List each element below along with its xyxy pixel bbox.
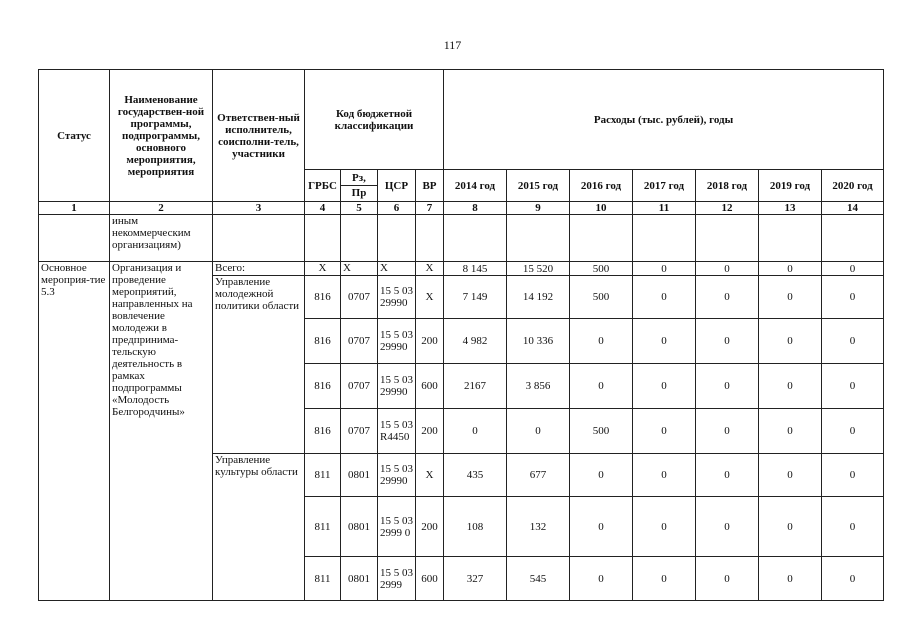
column-number: 12: [696, 202, 759, 215]
header-pr: Пр: [351, 187, 367, 199]
column-number: 9: [507, 202, 570, 215]
cell-empty: [759, 215, 822, 262]
row-value: 0: [822, 319, 884, 364]
row-value: 0: [570, 454, 633, 497]
row-grbs: 811: [305, 454, 341, 497]
continuation-text: иным некоммерческим организациям): [110, 215, 213, 262]
header-status: Статус: [39, 70, 110, 202]
row-value: 7 149: [444, 276, 507, 319]
row-value: 0: [570, 557, 633, 601]
event-name-cell: Организация и проведение мероприятий, направленных на вовлечение молодежи в предпринима-тельскую деятельность в рамках подпрограммы «Молодость Белгородчины»: [110, 262, 213, 601]
row-value: 4 982: [444, 319, 507, 364]
row-value: 0: [759, 497, 822, 557]
column-number: 1: [39, 202, 110, 215]
cell-empty: [507, 215, 570, 262]
executor-culture: Управление культуры области: [213, 454, 305, 601]
row-value: 0: [633, 409, 696, 454]
row-value: 0: [696, 319, 759, 364]
total-value-2015: 15 520: [507, 262, 570, 276]
row-value: 3 856: [507, 364, 570, 409]
row-value: 0: [696, 409, 759, 454]
row-value: 435: [444, 454, 507, 497]
row-value: 545: [507, 557, 570, 601]
header-rz: Рз,: [341, 172, 378, 186]
row-value: 0: [822, 409, 884, 454]
row-value: 0: [822, 557, 884, 601]
cell-empty: [39, 215, 110, 262]
status-cell: Основное мероприя-тие 5.3: [39, 262, 110, 601]
row-grbs: 816: [305, 319, 341, 364]
cell-empty: [341, 215, 378, 262]
row-grbs: 816: [305, 276, 341, 319]
row-rzpr: 0707: [341, 409, 378, 454]
row-value: 0: [759, 276, 822, 319]
row-value: 0: [696, 454, 759, 497]
total-csr: Х: [378, 262, 416, 276]
column-number-row: [39, 202, 884, 215]
row-vr: 200: [416, 319, 444, 364]
row-value: 0: [696, 497, 759, 557]
cell-empty: [416, 215, 444, 262]
row-value: 677: [507, 454, 570, 497]
header-executor: Ответствен-ный исполнитель, соисполни-тель, участники: [213, 70, 305, 202]
column-number: 10: [570, 202, 633, 215]
row-value: 0: [444, 409, 507, 454]
header-year-2015: 2015 год: [507, 170, 570, 202]
row-value: 0: [759, 364, 822, 409]
total-value-2016: 500: [570, 262, 633, 276]
row-csr: 15 5 03 29990: [378, 454, 416, 497]
total-value-2018: 0: [696, 262, 759, 276]
header-program-name: Наименование государствен-ной программы, подпрограммы, основного мероприятия, мероприятия: [110, 70, 213, 202]
budget-table: [38, 69, 884, 601]
row-value: 132: [507, 497, 570, 557]
row-value: 0: [759, 454, 822, 497]
row-vr: Х: [416, 276, 444, 319]
cell-empty: [378, 215, 416, 262]
column-number: 8: [444, 202, 507, 215]
row-vr: Х: [416, 454, 444, 497]
row-value: 0: [570, 497, 633, 557]
row-grbs: 811: [305, 557, 341, 601]
row-csr: 15 5 03 29990: [378, 364, 416, 409]
total-value-2017: 0: [633, 262, 696, 276]
cell-empty: [696, 215, 759, 262]
row-grbs: 811: [305, 497, 341, 557]
row-value: 0: [822, 454, 884, 497]
header-year-2018: 2018 год: [696, 170, 759, 202]
column-number: 14: [822, 202, 884, 215]
header-year-2016: 2016 год: [570, 170, 633, 202]
row-vr: 600: [416, 557, 444, 601]
row-csr: 15 5 03 29990: [378, 276, 416, 319]
total-value-2020: 0: [822, 262, 884, 276]
page-number: 117: [443, 38, 462, 52]
total-value-2019: 0: [759, 262, 822, 276]
row-value: 0: [633, 497, 696, 557]
header-year-2014: 2014 год: [444, 170, 507, 202]
row-grbs: 816: [305, 409, 341, 454]
row-value: 14 192: [507, 276, 570, 319]
row-value: 10 336: [507, 319, 570, 364]
row-value: 0: [633, 557, 696, 601]
column-number: 7: [416, 202, 444, 215]
row-value: 0: [633, 364, 696, 409]
row-vr: 200: [416, 409, 444, 454]
row-rzpr: 0801: [341, 557, 378, 601]
column-number: 3: [213, 202, 305, 215]
column-number: 2: [110, 202, 213, 215]
row-value: 0: [633, 454, 696, 497]
header-year-2017: 2017 год: [633, 170, 696, 202]
row-value: 0: [570, 364, 633, 409]
row-value: 500: [570, 276, 633, 319]
row-value: 0: [759, 409, 822, 454]
row-rzpr: 0801: [341, 454, 378, 497]
row-value: 0: [633, 276, 696, 319]
column-number: 5: [341, 202, 378, 215]
row-value: 108: [444, 497, 507, 557]
header-year-2019: 2019 год: [759, 170, 822, 202]
row-rzpr: 0707: [341, 364, 378, 409]
column-number: 13: [759, 202, 822, 215]
row-rzpr: 0801: [341, 497, 378, 557]
cell-empty: [822, 215, 884, 262]
row-vr: 600: [416, 364, 444, 409]
header-csr: ЦСР: [378, 170, 416, 202]
row-value: 0: [696, 364, 759, 409]
total-vr: Х: [416, 262, 444, 276]
row-rzpr: 0707: [341, 319, 378, 364]
executor-youth: Управление молодежной политики области: [213, 276, 305, 454]
column-number: 4: [305, 202, 341, 215]
column-number: 6: [378, 202, 416, 215]
row-value: 0: [822, 276, 884, 319]
cell-empty: [305, 215, 341, 262]
total-row: [39, 262, 884, 276]
row-value: 0: [507, 409, 570, 454]
cell-empty: [444, 215, 507, 262]
column-number: 11: [633, 202, 696, 215]
row-value: 500: [570, 409, 633, 454]
row-rzpr: 0707: [341, 276, 378, 319]
row-value: 327: [444, 557, 507, 601]
row-csr: 15 5 03 29990: [378, 319, 416, 364]
total-grbs: Х: [305, 262, 341, 276]
header-grbs: ГРБС: [305, 170, 341, 202]
row-value: 0: [696, 557, 759, 601]
row-value: 0: [759, 319, 822, 364]
row-value: 0: [822, 364, 884, 409]
row-value: 0: [696, 276, 759, 319]
row-value: 0: [759, 557, 822, 601]
row-vr: 200: [416, 497, 444, 557]
header-rz-pr: [341, 170, 378, 202]
row-csr: 15 5 03 2999 0: [378, 497, 416, 557]
total-value-2014: 8 145: [444, 262, 507, 276]
row-value: 2167: [444, 364, 507, 409]
cell-empty: [570, 215, 633, 262]
total-rzpr: Х: [341, 262, 378, 276]
header-expenses: Расходы (тыс. рублей), годы: [444, 70, 884, 170]
row-csr: 15 5 03 R4450: [378, 409, 416, 454]
header-budget-code: Код бюджетной классификации: [305, 70, 444, 170]
row-csr: 15 5 03 2999: [378, 557, 416, 601]
row-value: 0: [633, 319, 696, 364]
header-vr: ВР: [416, 170, 444, 202]
row-value: 0: [570, 319, 633, 364]
row-grbs: 816: [305, 364, 341, 409]
cell-empty: [213, 215, 305, 262]
continuation-row: [39, 215, 884, 262]
header-year-2020: 2020 год: [822, 170, 884, 202]
total-label: Всего:: [213, 262, 305, 276]
row-value: 0: [822, 497, 884, 557]
cell-empty: [633, 215, 696, 262]
